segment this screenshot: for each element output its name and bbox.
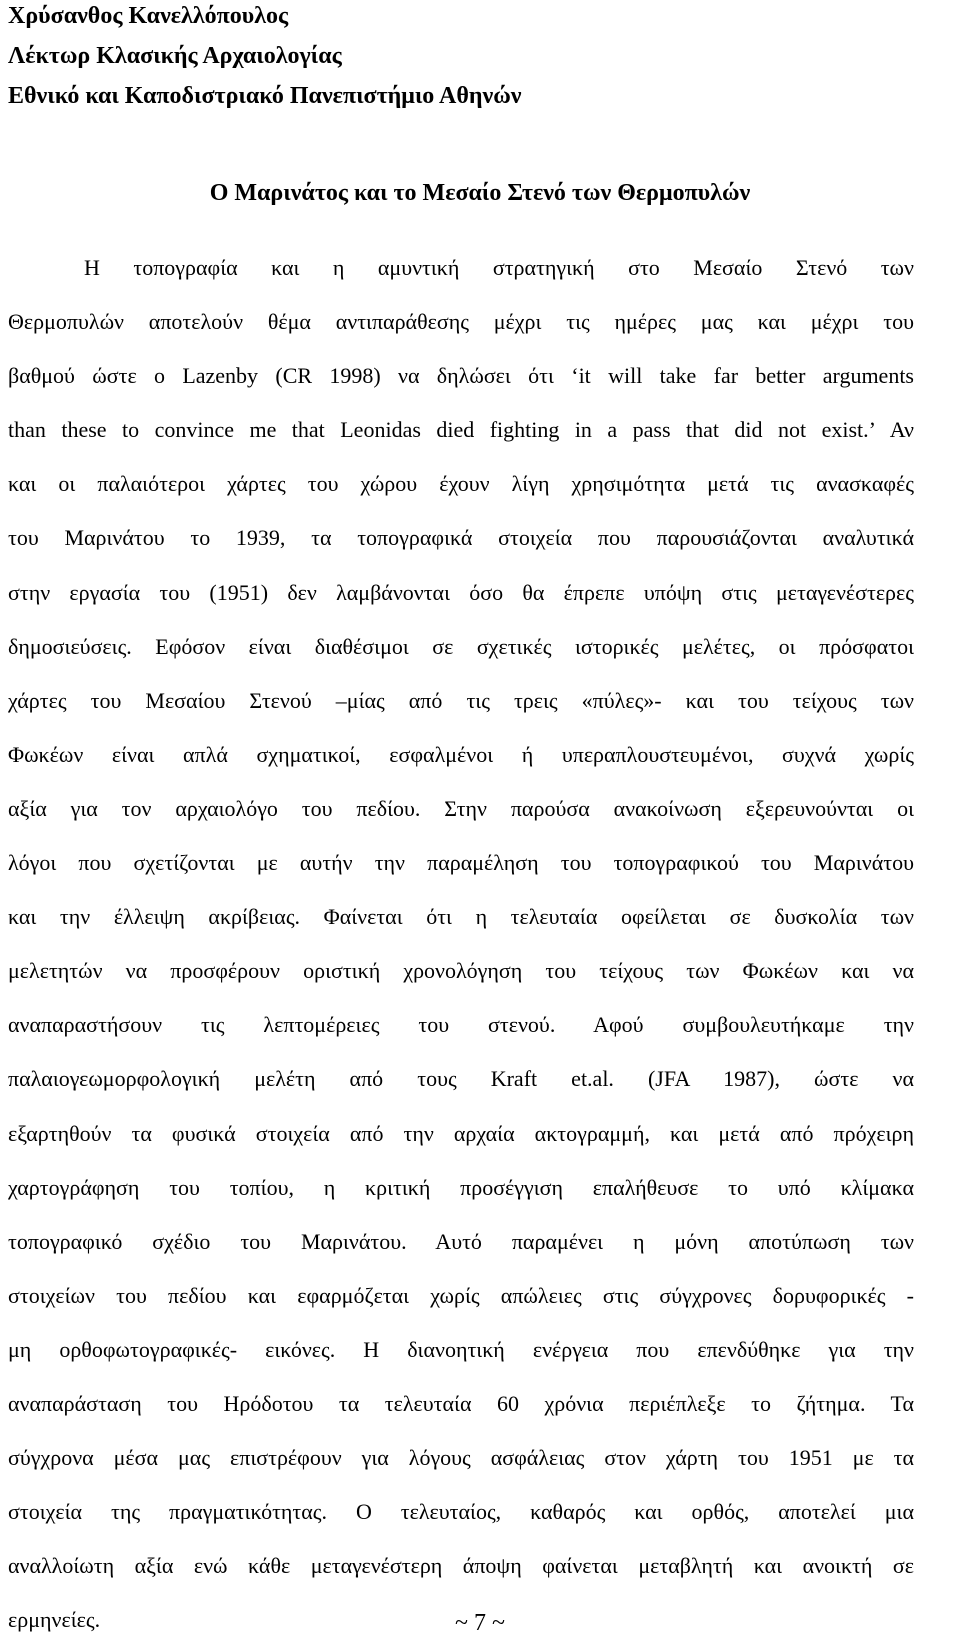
- body-line: χάρτες του Μεσαίου Στενού –μίας από τις τρεις «πύλες»- και του τείχους των: [8, 687, 914, 713]
- body-line: αξία για τον αρχαιολόγο του πεδίου. Στην παρούσα ανακοίνωση εξερευνούνται οι: [8, 795, 914, 821]
- paper-title: Ο Μαρινάτος και το Μεσαίο Στενό των Θερμοπυλών: [209, 180, 751, 206]
- body-line: βαθμού ώστε ο Lazenby (CR 1998) να δηλώσει ότι ‘it will take far better arguments: [8, 363, 914, 389]
- author-block: [8, 0, 908, 116]
- author-position: Λέκτωρ Κλασικής Αρχαιολογίας: [8, 43, 342, 69]
- body-line: στοιχείων του πεδίου και εφαρμόζεται χωρίς απώλειες στις σύγχρονες δορυφορικές -: [8, 1282, 914, 1308]
- body-line: χαρτογράφηση του τοπίου, η κριτική προσέγγιση επαλήθευσε το υπό κλίμακα: [8, 1174, 914, 1200]
- body-line: ερμηνείες.: [8, 1607, 101, 1633]
- body-line: μη ορθοφωτογραφικές- εικόνες. Η διανοητική ενέργεια που επενδύθηκε για την: [8, 1336, 914, 1362]
- author-institution: Εθνικό και Καποδιστριακό Πανεπιστήμιο Αθηνών: [8, 83, 522, 109]
- body-line: λόγοι που σχετίζονται με αυτήν την παραμέληση του τοπογραφικού του Μαρινάτου: [8, 850, 914, 876]
- body-line: Θερμοπυλών αποτελούν θέμα αντιπαράθεσης μέχρι τις ημέρες μας και μέχρι του: [8, 309, 914, 335]
- body-line: και την έλλειψη ακρίβειας. Φαίνεται ότι η τελευταία οφείλεται σε δυσκολία των: [8, 904, 914, 930]
- body-line: δημοσιεύσεις. Εφόσον είναι διαθέσιμοι σε σχετικές ιστορικές μελέτες, οι πρόσφατοι: [8, 633, 914, 659]
- body-line: σύγχρονα μέσα μας επιστρέφουν για λόγους ασφάλειας στον χάρτη του 1951 με τα: [8, 1445, 914, 1471]
- body-line: και οι παλαιότεροι χάρτες του χώρου έχουν λίγη χρησιμότητα μετά τις ανασκαφές: [8, 471, 914, 497]
- body-line: στοιχεία της πραγματικότητας. Ο τελευταίος, καθαρός και ορθός, αποτελεί μια: [8, 1499, 914, 1525]
- body-line: εξαρτηθούν τα φυσικά στοιχεία από την αρχαία ακτογραμμή, και μετά από πρόχειρη: [8, 1120, 914, 1146]
- body-line: στην εργασία του (1951) δεν λαμβάνονται όσο θα έπρεπε υπόψη στις μεταγενέστερες: [8, 579, 914, 605]
- body-line: Φωκέων είναι απλά σχηματικοί, εσφαλμένοι ή υπεραπλουστευμένοι, συχνά χωρίς: [8, 741, 914, 767]
- body-line: than these to convince me that Leonidas died fighting in a pass that did not exist.’ Αν: [8, 417, 914, 443]
- body-line: παλαιογεωμορφολογική μελέτη από τους Kraft et.al. (JFA 1987), ώστε να: [8, 1066, 914, 1092]
- body-line: αναπαραστήσουν τις λεπτομέρειες του στενού. Αφού συμβουλευτήκαμε την: [8, 1012, 914, 1038]
- body-line: αναπαράσταση του Ηρόδοτου τα τελευταία 60 χρόνια περιέπλεξε το ζήτημα. Τα: [8, 1390, 914, 1416]
- page-number: ~ 7 ~: [455, 1610, 505, 1636]
- abstract-body: [8, 241, 914, 1647]
- body-line: Η τοπογραφία και η αμυντική στρατηγική στο Μεσαίο Στενό των: [84, 255, 914, 280]
- body-line: αναλλοίωτη αξία ενώ κάθε μεταγενέστερη άποψη φαίνεται μεταβλητή και ανοικτή σε: [8, 1553, 914, 1579]
- author-name: Χρύσανθος Κανελλόπουλος: [8, 3, 289, 29]
- body-line: του Μαρινάτου το 1939, τα τοπογραφικά στοιχεία που παρουσιάζονται αναλυτικά: [8, 525, 914, 551]
- body-line: μελετητών να προσφέρουν οριστική χρονολόγηση του τείχους των Φωκέων και να: [8, 958, 914, 984]
- body-line: τοπογραφικό σχέδιο του Μαρινάτου. Αυτό παραμένει η μόνη αποτύπωση των: [8, 1228, 914, 1254]
